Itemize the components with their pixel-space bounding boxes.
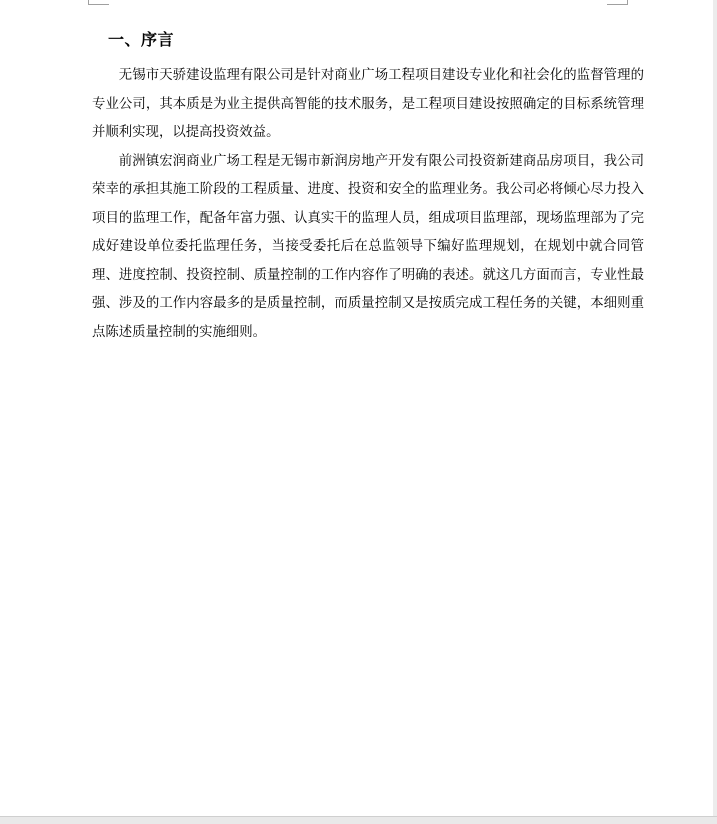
section-heading: 一、序言 bbox=[108, 30, 175, 49]
paragraph-1: 无锡市天骄建设监理有限公司是针对商业广场工程项目建设专业化和社会化的监督管理的专业公司，其本质是为业主提供高智能的技术服务，是工程项目建设按照确定的目标系统管理并顺利实现，以提高投资效益。 bbox=[92, 68, 644, 140]
page-bottom-gap bbox=[0, 816, 717, 824]
page-content bbox=[92, 26, 644, 347]
top-right-crop-mark bbox=[607, 0, 628, 5]
paragraph-2: 前洲镇宏润商业广场工程是无锡市新润房地产开发有限公司投资新建商品房项目，我公司荣幸的承担其施工阶段的工程质量、进度、投资和安全的监理业务。我公司必将倾心尽力投入项目的监理工作，配备年富力强、认真实干的监理人员，组成项目监理部，现场监理部为了完成好建设单位委托监理任务，当接受委托后在总监领导下编好监理规划，在规划中就合同管理、进度控制、投资控制、质量控制的工作内容作了明确的表述。就这几方面而言，专业性最强、涉及的工作内容最多的是质量控制，而质量控制又是按质完成工程任务的关键，本细则重点陈述质量控制的实施细则。 bbox=[92, 153, 644, 340]
top-left-crop-mark bbox=[88, 0, 109, 5]
page-right-edge bbox=[713, 0, 717, 816]
